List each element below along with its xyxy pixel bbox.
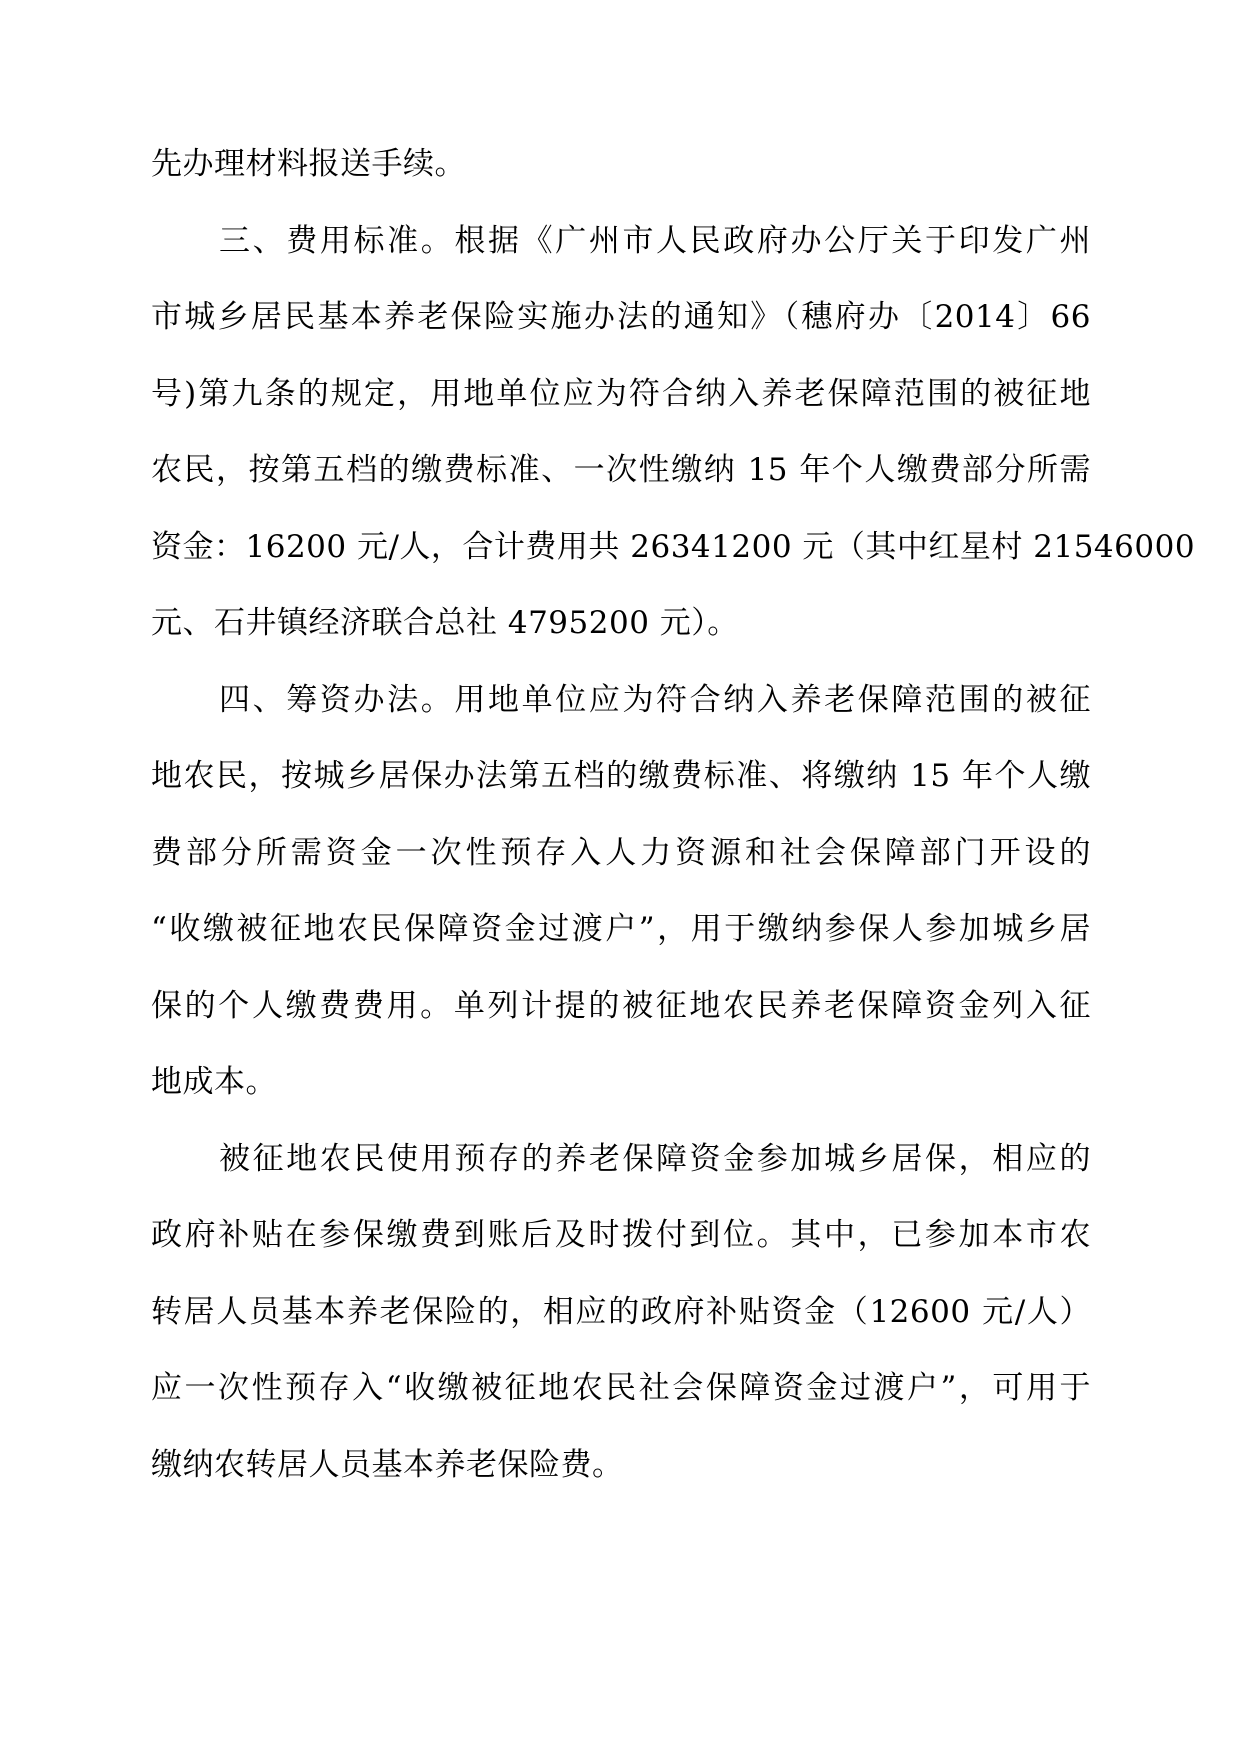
- document-body: [151, 126, 1196, 1503]
- text-line: 地成本。: [151, 1064, 277, 1100]
- text-line: 政府补贴在参保缴费到账后及时拨付到位。其中，已参加本市农: [151, 1217, 1091, 1253]
- text-line: 号)第九条的规定，用地单位应为符合纳入养老保障范围的被征地: [151, 375, 1091, 412]
- text-line: 转居人员基本养老保险的，相应的政府补贴资金（12600 元/人）: [151, 1293, 1091, 1330]
- text-line: “收缴被征地农民保障资金过渡户”，用于缴纳参保人参加城乡居: [151, 911, 1091, 947]
- text-line: 地农民，按城乡居保办法第五档的缴费标准、将缴纳 15 年个人缴: [151, 758, 1091, 794]
- text-line: 农民，按第五档的缴费标准、一次性缴纳 15 年个人缴费部分所需: [151, 452, 1091, 488]
- text-line: 市城乡居民基本养老保险实施办法的通知》（穗府办〔2014〕66: [151, 299, 1091, 335]
- text-line: 元、石井镇经济联合总社 4795200 元）。: [151, 605, 739, 641]
- text-line: 费部分所需资金一次性预存入人力资源和社会保障部门开设的: [151, 834, 1091, 871]
- text-line: 应一次性预存入“收缴被征地农民社会保障资金过渡户”，可用于: [151, 1370, 1091, 1406]
- text-line: 三、费用标准。根据《广州市人民政府办公厅关于印发广州: [219, 222, 1091, 259]
- text-line: 四、筹资办法。用地单位应为符合纳入养老保障范围的被征: [219, 681, 1091, 718]
- text-line: 保的个人缴费费用。单列计提的被征地农民养老保障资金列入征: [151, 987, 1091, 1024]
- text-line: 缴纳农转居人员基本养老保险费。: [151, 1446, 624, 1483]
- text-line: 被征地农民使用预存的养老保障资金参加城乡居保，相应的: [219, 1140, 1091, 1177]
- text-line: 资金：16200 元/人，合计费用共 26341200 元（其中红星村 21546000: [151, 528, 1196, 565]
- text-line: 先办理材料报送手续。: [151, 146, 466, 182]
